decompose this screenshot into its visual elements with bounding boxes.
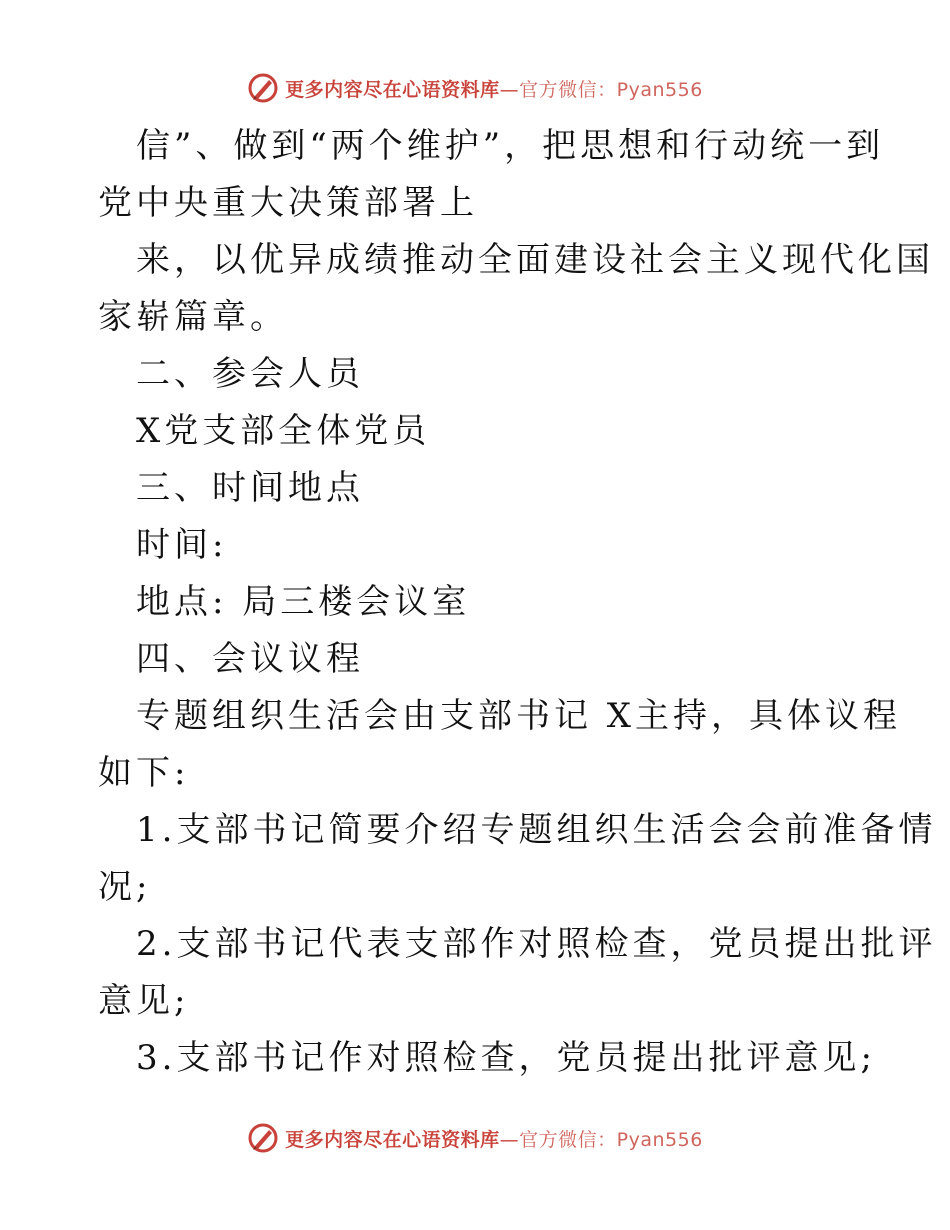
text-line-14: 况; [98,867,152,907]
text-line-6: X党支部全体党员 [136,411,431,451]
section-heading-time-place: 三、时间地点 [136,468,364,508]
header-watermark [0,68,950,108]
section-heading-attendees: 二、参会人员 [136,354,364,394]
text-line-9: 地点: 局三楼会议室 [136,582,471,622]
document-body [98,118,937,1087]
text-line-1: 信”、做到“两个维护”，把思想和行动统一到 [136,126,885,166]
agenda-item-3: 3.支部书记作对照检查，党员提出批评意见; [136,1038,876,1078]
watermark-dash: — [499,78,520,101]
text-line-11: 专题组织生活会由支部书记 X主持，具体议程 [136,696,902,736]
watermark-dash: — [499,1128,520,1151]
section-heading-agenda: 四、会议议程 [136,639,364,679]
text-line-8: 时间: [136,525,228,565]
agenda-item-1: 1.支部书记简要介绍专题组织生活会会前准备情 [136,810,937,850]
watermark-sub: 官方微信：Pyan556 [519,78,703,101]
watermark-sub: 官方微信：Pyan556 [519,1128,703,1151]
watermark-main: 更多内容尽在心语资料库 [285,1128,500,1151]
footer-watermark [0,1118,950,1158]
text-line-2: 党中央重大决策部署上 [98,183,478,223]
text-line-4: 家崭篇章。 [98,297,288,337]
agenda-item-2: 2.支部书记代表支部作对照检查，党员提出批评 [136,924,937,964]
text-line-3: 来，以优异成绩推动全面建设社会主义现代化国 [136,240,934,280]
pen-logo-icon [247,72,279,104]
watermark-text [285,1125,703,1152]
text-line-16: 意见; [98,981,190,1021]
watermark-main: 更多内容尽在心语资料库 [285,78,500,101]
text-line-12: 如下: [98,753,190,793]
watermark-text [285,75,703,102]
pen-logo-icon [247,1122,279,1154]
